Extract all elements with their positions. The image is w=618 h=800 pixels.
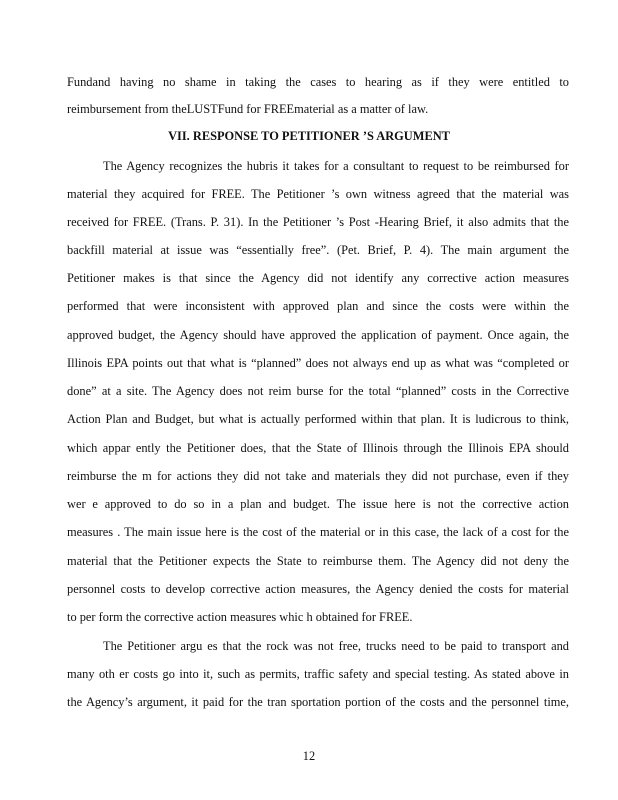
body-line: material they acquired for FREE. The Petitioner ’s own witness agreed that the material was xyxy=(67,187,569,201)
body-line: Action Plan and Budget, but what is actually performed within that plan. It is ludicrous to think, xyxy=(67,412,569,426)
body-line: reimburse the m for actions they did not take and materials they did not purchase, even if they xyxy=(67,469,569,483)
body-line: which appar ently the Petitioner does, that the State of Illinois through the Illinois EPA should xyxy=(67,441,569,455)
body-line: The Agency recognizes the hubris it takes for a consultant to request to be reimbursed for xyxy=(103,159,569,173)
body-line: The Petitioner argu es that the rock was not free, trucks need to be paid to transport and xyxy=(103,639,569,653)
body-line: Illinois EPA points out that what is “planned” does not always end up as what was “completed or xyxy=(67,356,569,370)
body-line: personnel costs to develop corrective action measures, the Agency denied the costs for material xyxy=(67,582,569,596)
body-line: received for FREE. (Trans. P. 31). In the Petitioner ’s Post -Hearing Brief, it also admits that the xyxy=(67,215,569,229)
section-heading: VII. RESPONSE TO PETITIONER ’S ARGUMENT xyxy=(168,129,450,143)
body-line: done” at a site. The Agency does not reim burse for the total “planned” costs in the Corrective xyxy=(67,384,569,398)
body-line: reimbursement from theLUSTFund for FREEmaterial as a matter of law. xyxy=(67,102,429,116)
body-line: Fundand having no shame in taking the cases to hearing as if they were entitled to xyxy=(67,75,569,89)
body-line: approved budget, the Agency should have approved the application of payment. Once again, the xyxy=(67,328,569,342)
body-line: wer e approved to do so in a plan and budget. The issue here is not the corrective action xyxy=(67,497,569,511)
body-line: backfill material at issue was “essentially free”. (Pet. Brief, P. 4). The main argument the xyxy=(67,243,569,257)
body-line: Petitioner makes is that since the Agency did not identify any corrective action measures xyxy=(67,271,569,285)
body-line: to per form the corrective action measures whic h obtained for FREE. xyxy=(67,610,413,624)
body-line: the Agency’s argument, it paid for the tran sportation portion of the costs and the personnel time, xyxy=(67,695,569,709)
body-line: material that the Petitioner expects the State to reimburse them. The Agency did not deny the xyxy=(67,554,569,568)
body-line: performed that were inconsistent with approved plan and since the costs were within the xyxy=(67,299,569,313)
body-line: many oth er costs go into it, such as permits, traffic safety and special testing. As stated above in xyxy=(67,667,569,681)
page-number: 12 xyxy=(302,749,316,763)
body-line: measures . The main issue here is the cost of the material or in this case, the lack of a cost for the xyxy=(67,525,569,539)
